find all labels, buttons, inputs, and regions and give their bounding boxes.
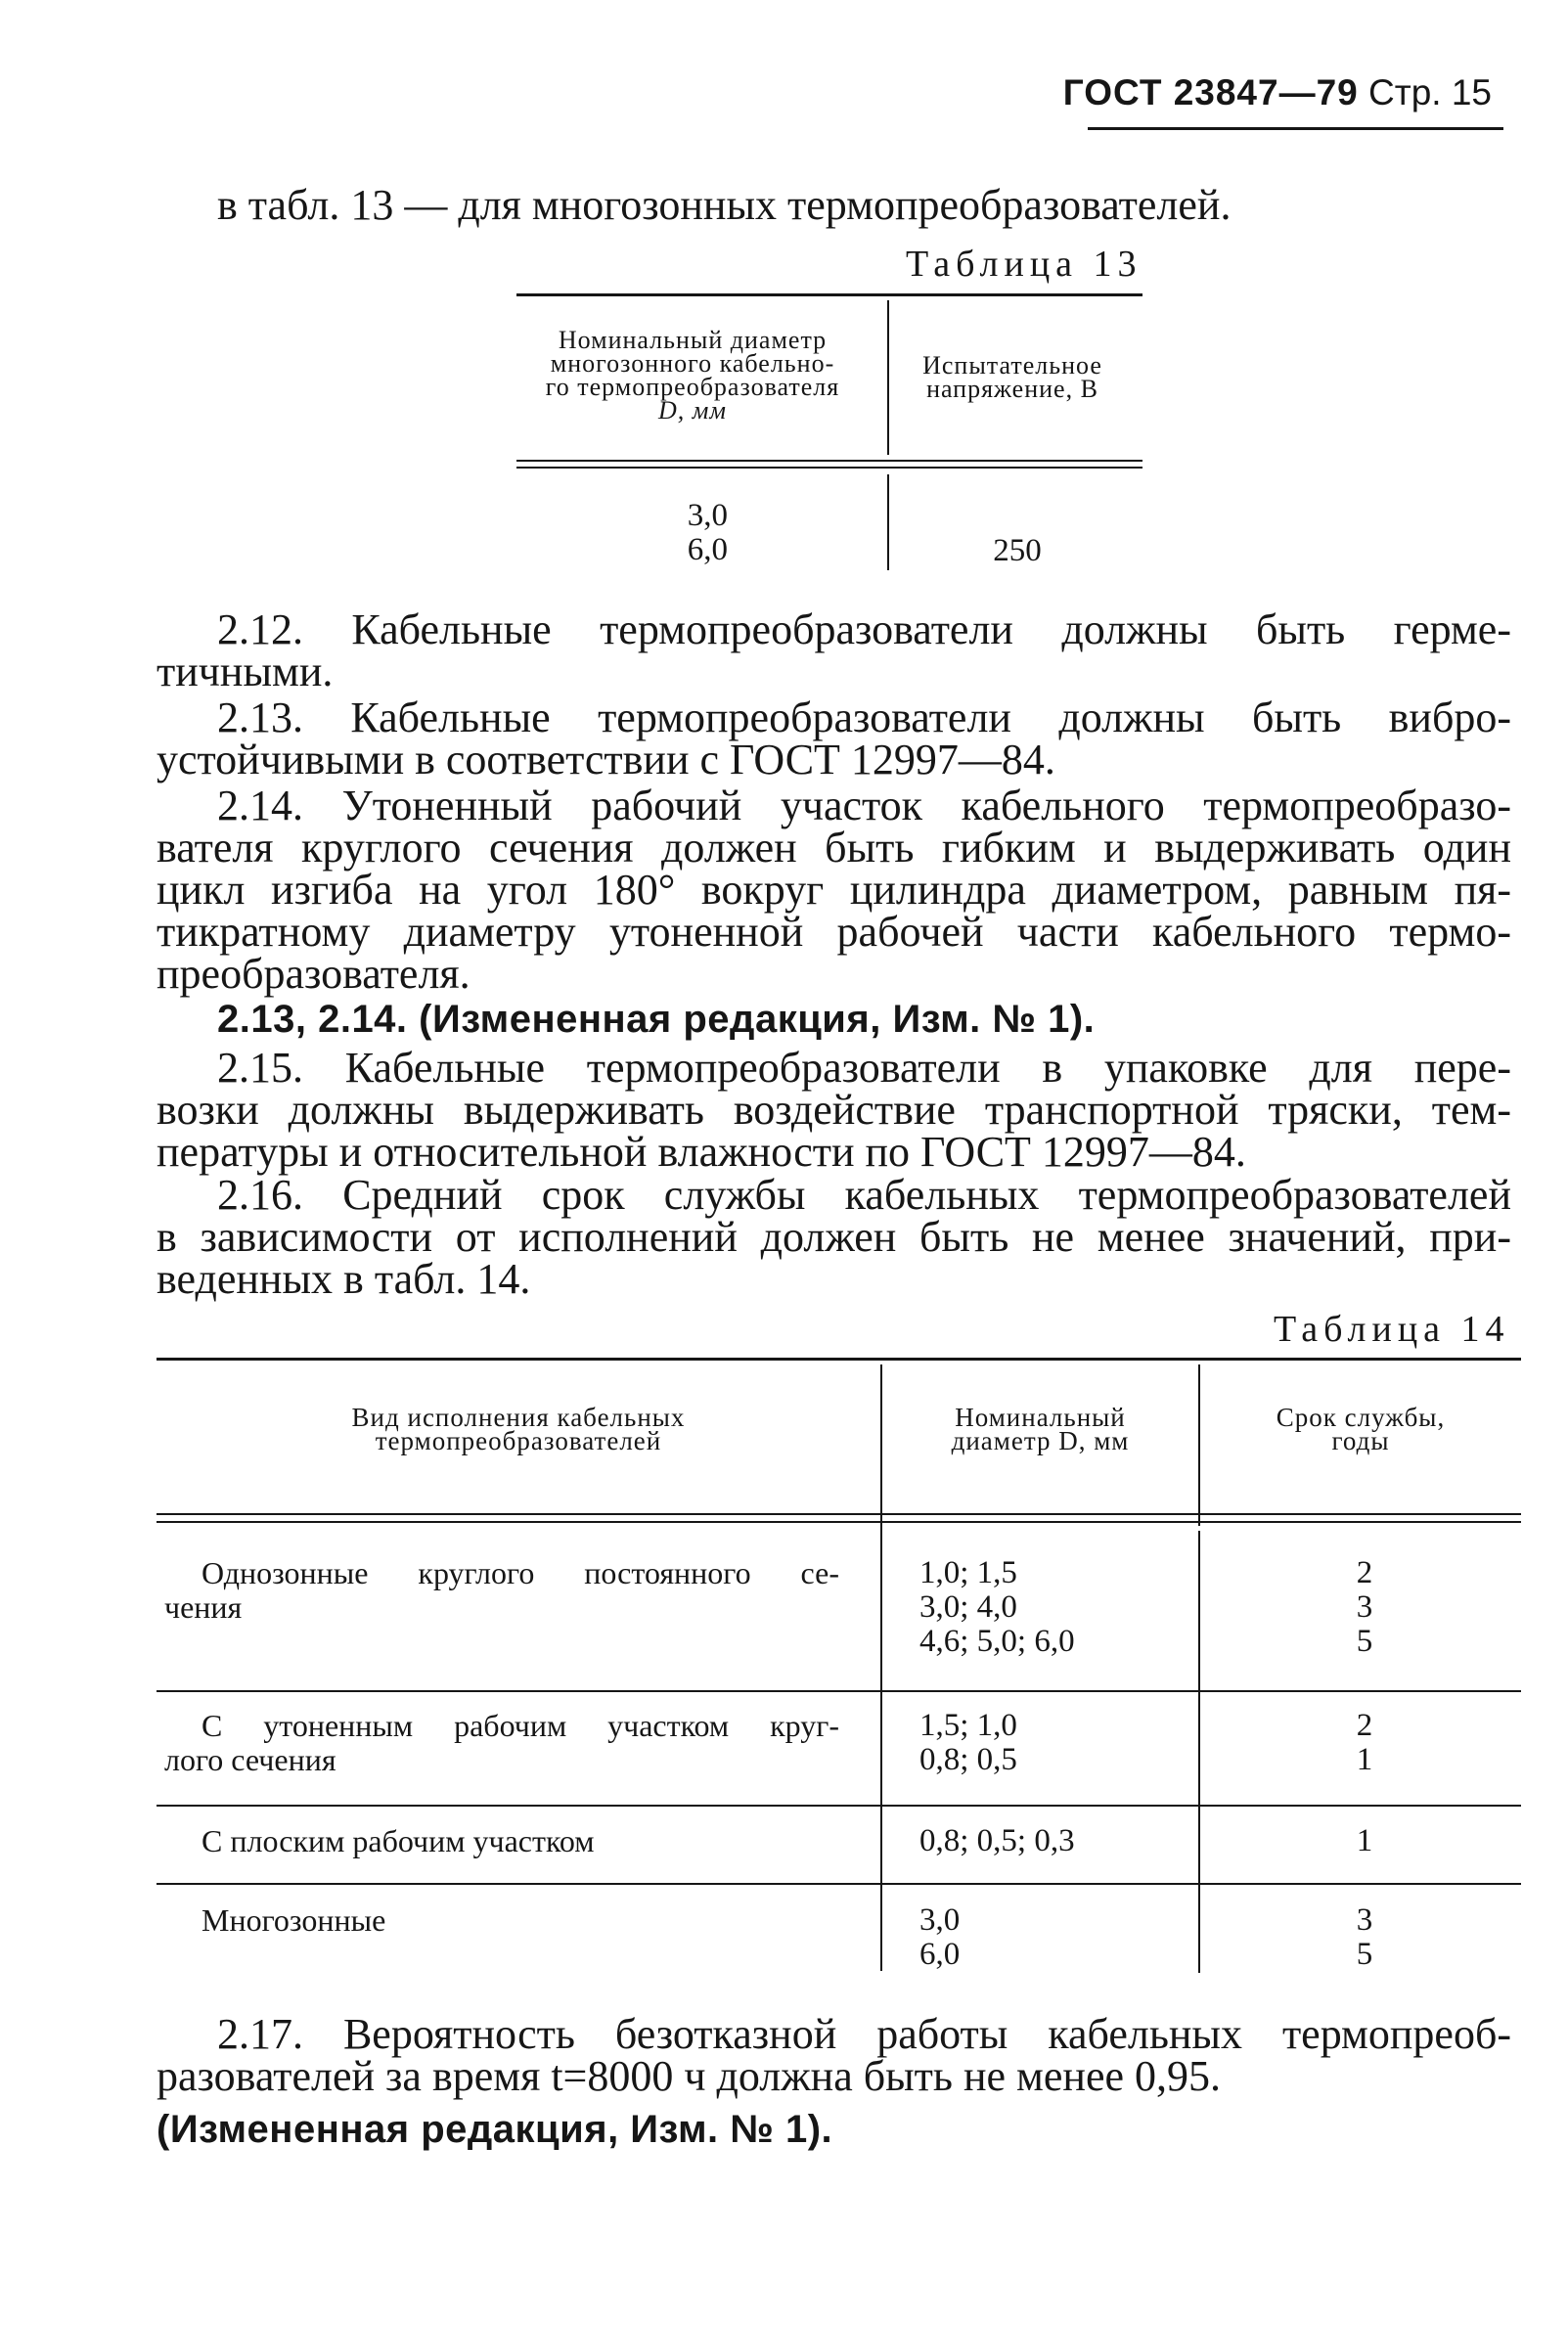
table-14-double-rule-b xyxy=(157,1521,1521,1523)
amendment-note-2: (Измененная редакция, Изм. № 1). xyxy=(157,2108,833,2151)
table-row: С плоским рабочим участком xyxy=(202,1823,595,1858)
table-13-top-rule xyxy=(516,293,1142,296)
table-14-row-4-diameters: 3,0 6,0 xyxy=(919,1902,961,1972)
header-rule xyxy=(1088,127,1503,130)
table-13-diameters: 3,0 6,0 xyxy=(687,498,728,567)
page-number: Стр. 15 xyxy=(1368,72,1492,112)
paragraph-2-13: 2.13. Кабельные термопреобразователи должны быть вибро- устойчивыми в соответствии с ГОСТ 12997—84. xyxy=(157,693,1511,783)
table-14-header-type: Вид исполнения кабельных термопреобразователей xyxy=(351,1403,686,1455)
table-13-header-divider xyxy=(887,300,889,455)
table-14-row-4-life: 3 5 xyxy=(1356,1902,1373,1972)
table-14-divider-1 xyxy=(880,1364,882,1971)
table-13-double-rule-b xyxy=(516,467,1142,469)
table-14-top-rule xyxy=(157,1358,1521,1361)
table-14-row-1-diameters: 1,0; 1,5 3,0; 4,0 4,6; 5,0; 6,0 xyxy=(919,1555,1075,1659)
table-14-row-1-life: 2 3 5 xyxy=(1356,1555,1373,1659)
table-13-header-diameter: Номинальный диаметр многозонного кабельно- го термопреобразователя D, мм xyxy=(545,326,840,425)
table-14-row-3-life: 1 xyxy=(1356,1823,1373,1858)
table-14-divider-2b xyxy=(1198,1531,1200,1973)
table-row: С утоненным рабочим участком круг- лого сечения xyxy=(164,1708,839,1777)
table-13-caption: Таблица 13 xyxy=(906,244,1142,285)
running-header xyxy=(1063,72,1492,113)
table-14-header-life: Срок службы, годы xyxy=(1276,1403,1446,1455)
table-14-double-rule-a xyxy=(157,1513,1521,1515)
table-13-header-voltage: Испытательное напряжение, В xyxy=(922,351,1102,403)
paragraph-2-16: 2.16. Средний срок службы кабельных термопреобразователей в зависимости от исполнений должен быть не менее значений, при- веденных в табл. 14. xyxy=(157,1171,1511,1303)
paragraph-2-12: 2.12. Кабельные термопреобразователи должны быть герме- тичными. xyxy=(157,605,1511,695)
table-14-caption: Таблица 14 xyxy=(1274,1309,1510,1350)
table-row: Многозонные xyxy=(202,1902,386,1938)
table-13-body-divider xyxy=(887,474,889,570)
table-13-double-rule-a xyxy=(516,460,1142,462)
paragraph-2-14: 2.14. Утоненный рабочий участок кабельного термопреобразо- вателя круглого сечения должен быть гибким и выдерживать один цикл изгиба на угол 180° вокруг цилиндра диаметром, равным пя- тикратному диаметру утоненной рабочей части кабельного термо- преобразователя. xyxy=(157,782,1511,998)
table-14-row-rule-2 xyxy=(157,1805,1521,1807)
standard-code: ГОСТ 23847—79 xyxy=(1062,72,1359,112)
paragraph-2-17: 2.17. Вероятность безотказной работы кабельных термопреоб- разователей за время t=8000 ч должна быть не менее 0,95. xyxy=(157,2010,1511,2100)
intro-line: в табл. 13 — для многозонных термопреобразователей. xyxy=(217,181,1232,229)
table-row: Однозонные круглого постоянного се- чения xyxy=(164,1555,839,1625)
table-14-row-rule-1 xyxy=(157,1690,1521,1692)
amendment-note-1: 2.13, 2.14. (Измененная редакция, Изм. № 1). xyxy=(217,998,1096,1041)
table-14-row-rule-3 xyxy=(157,1883,1521,1885)
paragraph-2-15: 2.15. Кабельные термопреобразователи в упаковке для пере- возки должны выдерживать воздействие транспортной тряски, тем- пературы и относительной влажности по ГОСТ 12997—84. xyxy=(157,1044,1511,1176)
table-14-row-3-diameters: 0,8; 0,5; 0,3 xyxy=(919,1823,1075,1858)
table-14-row-2-life: 2 1 xyxy=(1356,1708,1373,1777)
table-14-row-2-diameters: 1,5; 1,0 0,8; 0,5 xyxy=(919,1708,1017,1777)
table-13-voltage: 250 xyxy=(993,533,1042,568)
table-14-header-diameter: Номинальный диаметр D, мм xyxy=(951,1403,1130,1455)
